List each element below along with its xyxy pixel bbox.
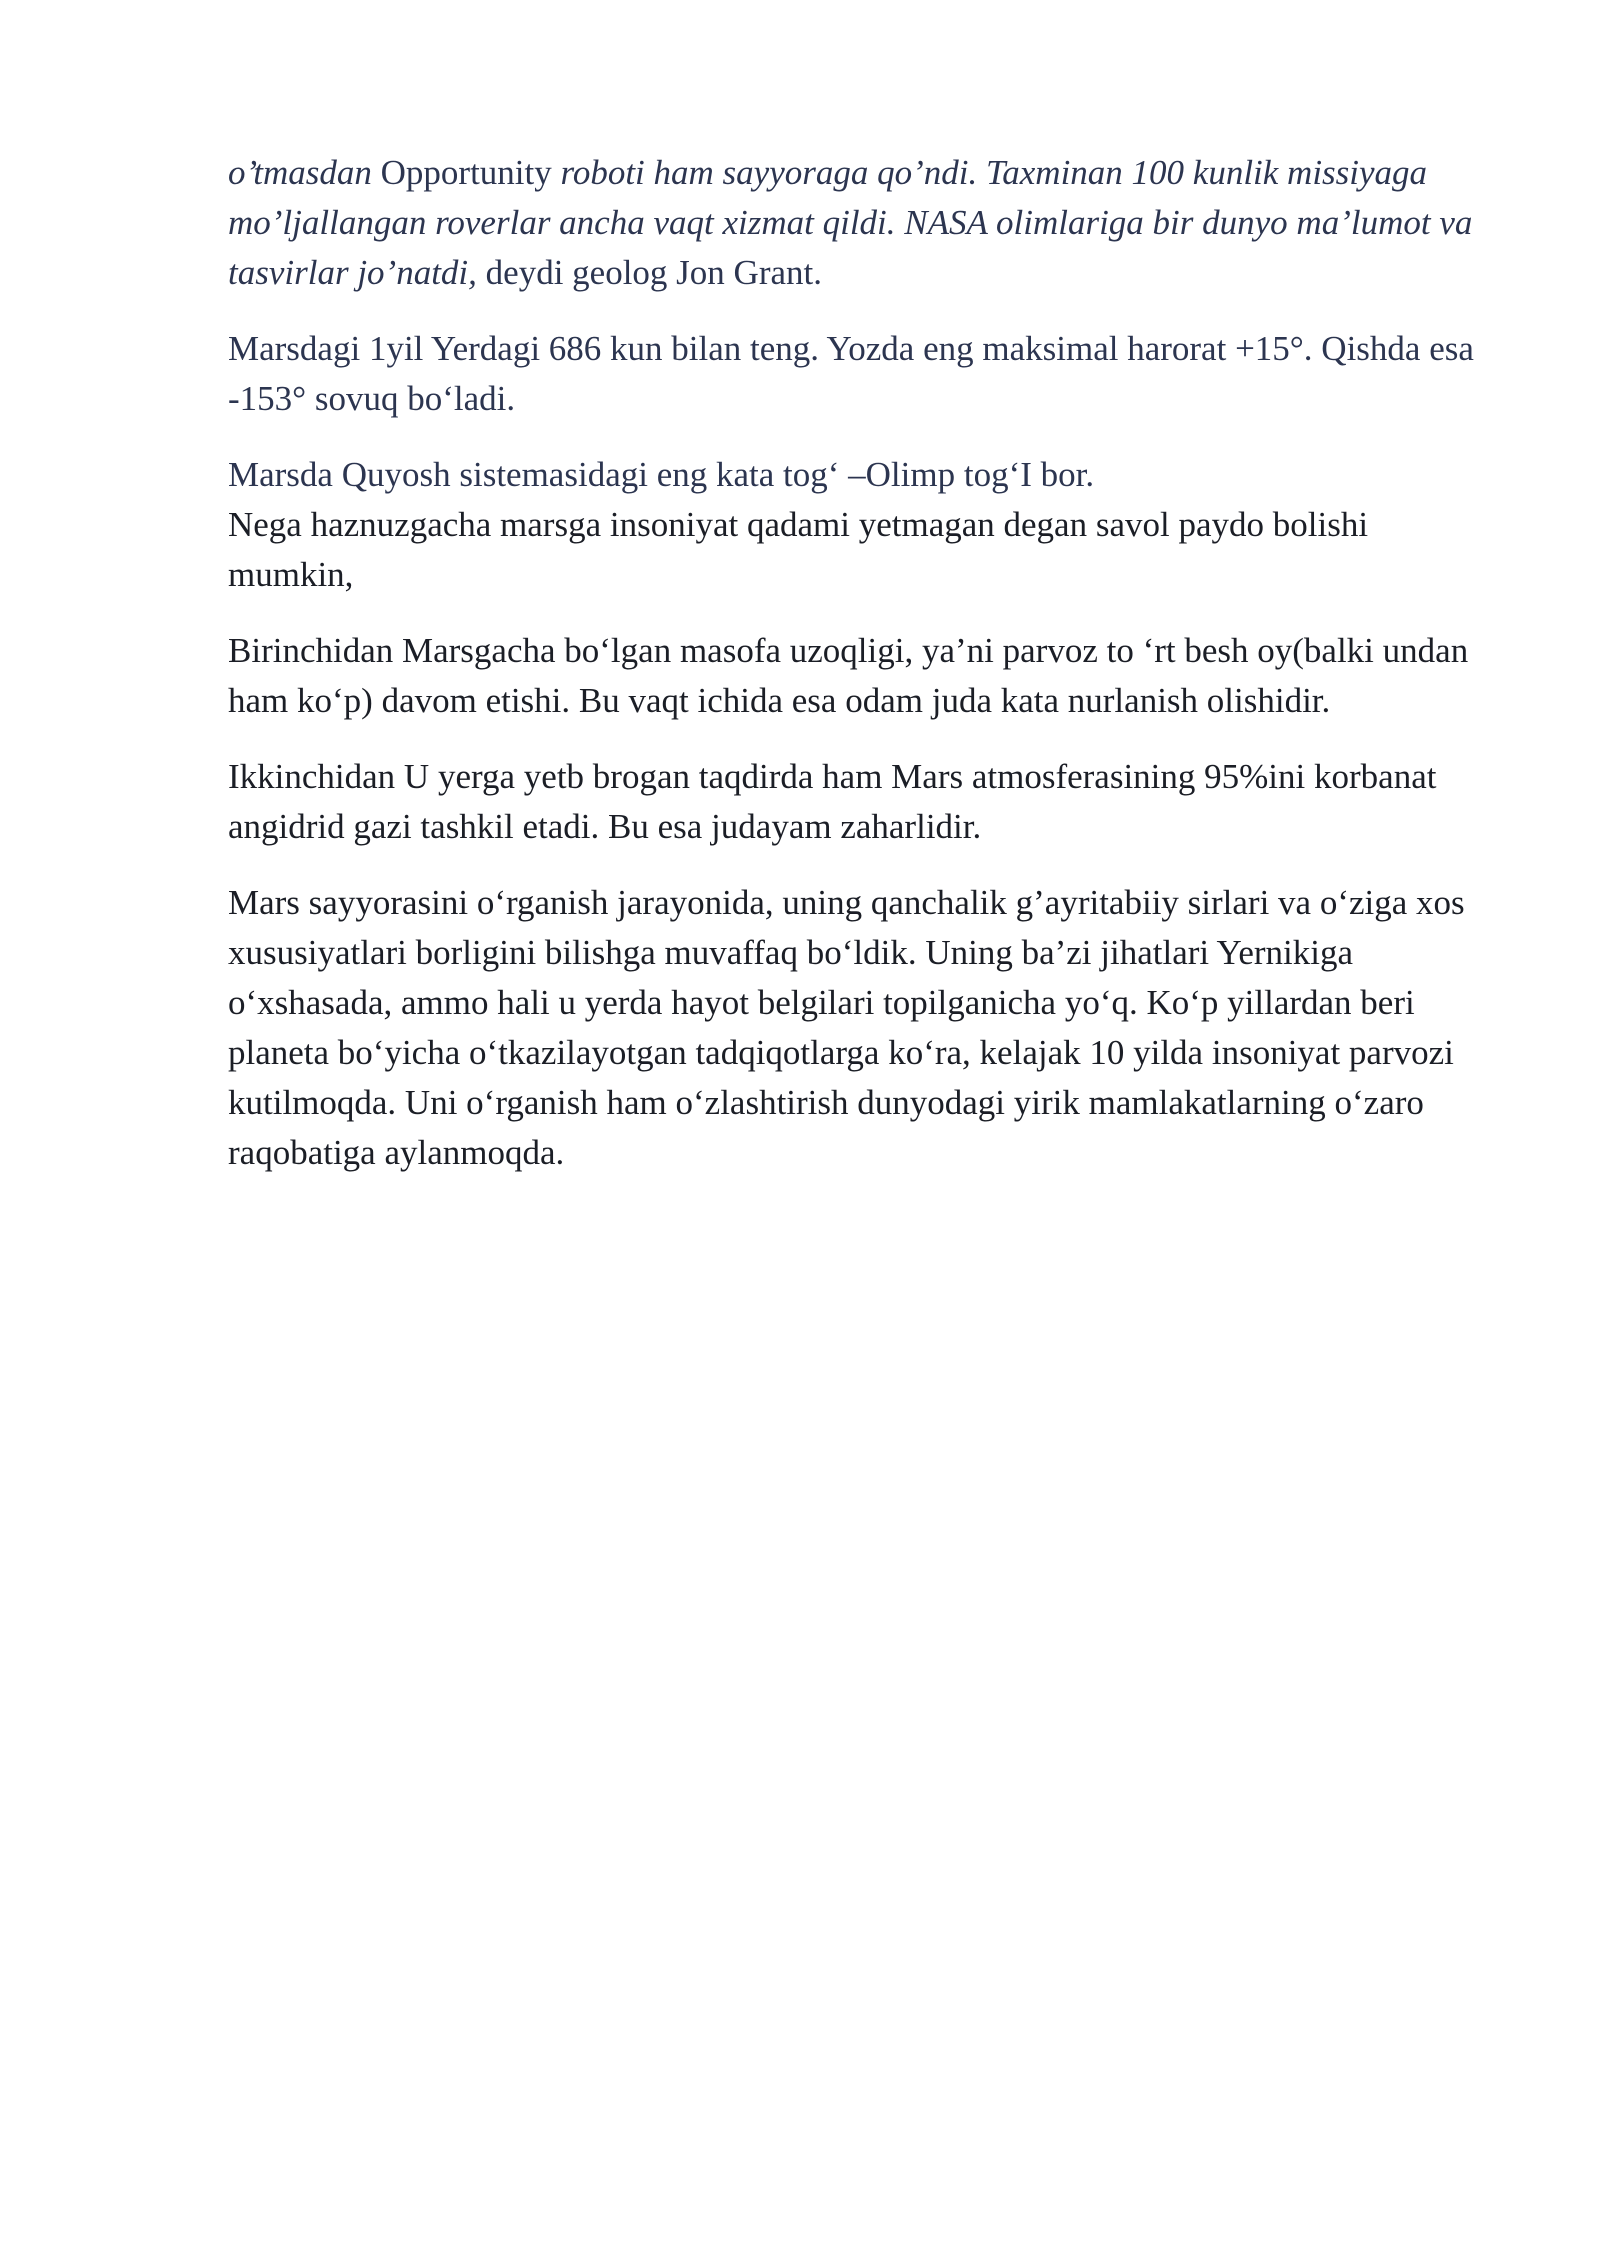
paragraph-opportunity-rover: [228, 148, 1478, 298]
paragraph-conclusion: Mars sayyorasini o‘rganish jarayonida, uning qanchalik g’ayritabiiy sirlari va o‘ziga xos xususiyatlari borligini bilishga muvaffaq bo‘ldik. Uning ba’zi jihatlari Yernikiga o‘xshasada, ammo hali u yerda hayot belgilari topilganicha yo‘q. Ko‘p yillardan beri planeta bo‘yicha o‘tkazilayotgan tadqiqotlarga ko‘ra, kelajak 10 yilda insoniyat parvozi kutilmoqda. Uni o‘rganish ham o‘zlashtirish dunyodagi yirik mamlakatlarning o‘zaro raqobatiga aylanmoqda.: [228, 883, 1465, 1172]
text-segment: deydi geolog Jon Grant.: [476, 253, 822, 292]
italic-text-segment: roboti ham sayyoraga qo’ndi. Taxminan 100 kunlik missiyaga mo’ljallangan roverlar ancha vaqt xizmat qildi. NASA olimlariga bir dunyo ma’lumot va tasvirlar jo’natdi,: [228, 153, 1473, 292]
text-segment: Opportunity: [371, 153, 561, 192]
document-body: [228, 148, 1478, 1204]
paragraph-mars-year-temperature: Marsdagi 1yil Yerdagi 686 kun bilan teng. Yozda eng maksimal harorat +15°. Qishda esa -153° sovuq bo‘ladi.: [228, 329, 1474, 418]
paragraph-first-reason: Birinchidan Marsgacha bo‘lgan masofa uzoqligi, ya’ni parvoz to ‘rt besh oy(balki undan ham ko‘p) davom etishi. Bu vaqt ichida esa odam juda kata nurlanish olishidir.: [228, 631, 1469, 720]
paragraph-olympus-mons: Marsda Quyosh sistemasidagi eng kata tog‘ –Olimp tog‘I bor.: [228, 455, 1095, 494]
italic-text-segment: o’tmasdan: [228, 153, 372, 192]
paragraph-second-reason: Ikkinchidan U yerga yetb brogan taqdirda ham Mars atmosferasining 95%ini korbanat angidrid gazi tashkil etadi. Bu esa judayam zaharlidir.: [228, 757, 1437, 846]
paragraph-question: Nega haznuzgacha marsga insoniyat qadami yetmagan degan savol paydo bolishi mumkin,: [228, 505, 1369, 594]
